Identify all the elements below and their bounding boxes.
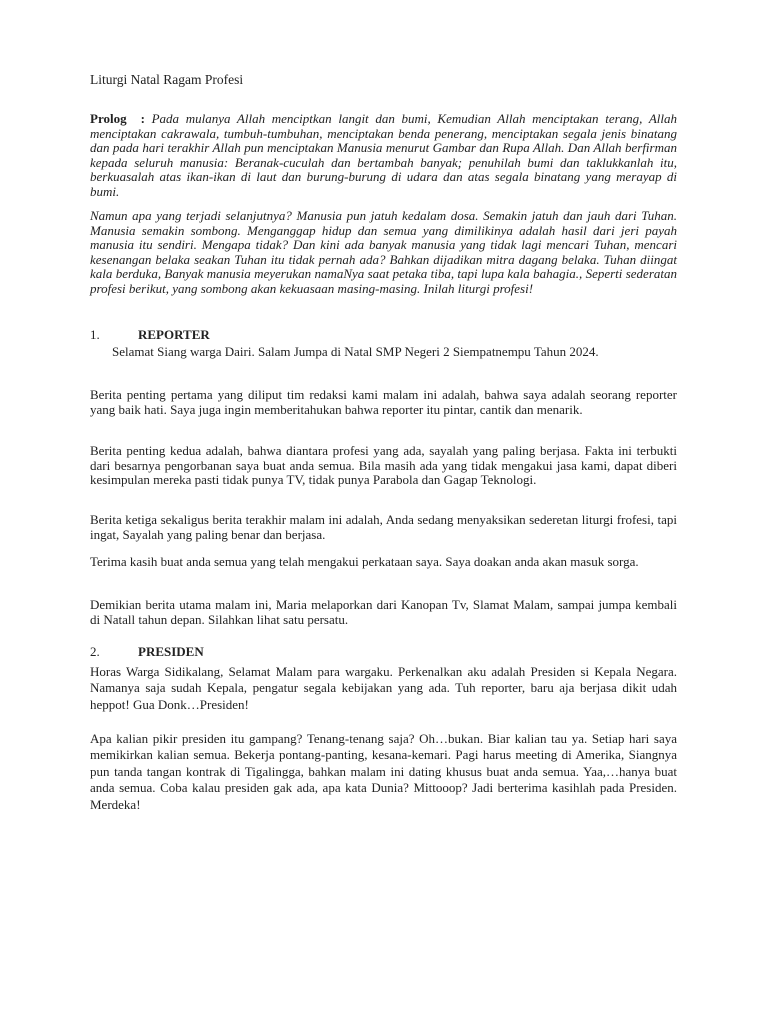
presiden-paragraph-1: Horas Warga Sidikalang, Selamat Malam para wargaku. Perkenalkan aku adalah Presiden si Kepala Negara. Namanya saja sudah Kepala, pengatur segala kebijakan yang ada. Tuh reporter, baru aja berjasa dikit udah heppot! Gua Donk…Presiden! <box>90 664 677 712</box>
prolog-colon: : <box>140 111 145 126</box>
presiden-paragraph-2: Apa kalian pikir presiden itu gampang? Tenang-tenang saja? Oh…bukan. Biar kalian tau ya. Setiap hari saya memikirkan kalian semua. Bekerja pontang-panting, kesana-kemari. Pagi harus meeting di Amerika, Siangnya pun tanda tangan kontrak di Tigalingga, bahkan malam ini dating khusus buat anda semua. Yaa,…hanya buat anda semua. Coba kalau presiden gak ada, apa kata Dunia? Mittooop? Jadi berterima kasihlah pada Presiden. Merdeka! <box>90 731 677 812</box>
reporter-paragraph-2: Berita penting pertama yang diliput tim redaksi kami malam ini adalah, bahwa saya adalah seorang reporter yang baik hati. Saya juga ingin memberitahukan bahwa reporter itu pintar, cantik dan menarik. <box>90 387 677 417</box>
reporter-paragraph-3: Berita penting kedua adalah, bahwa diantara profesi yang ada, sayalah yang paling berjasa. Fakta ini terbukti dari besarnya pengorbanan saya buat anda semua. Bila masih ada yang tidak mengakui jasa kami, dapat diberi kesimpulan mereka pasti tidak punya TV, tidak punya Parabola dan Gagap Teknologi. <box>90 443 677 488</box>
reporter-paragraph-4: Berita ketiga sekaligus berita terakhir malam ini adalah, Anda sedang menyaksikan sederetan liturgi frofesi, tapi ingat, Sayalah yang paling benar dan berjasa. <box>90 512 677 542</box>
section-heading-presiden <box>90 644 204 660</box>
document-title: Liturgi Natal Ragam Profesi <box>90 72 244 87</box>
prolog-paragraph-1 <box>90 112 677 200</box>
prolog-paragraph-2: Namun apa yang terjadi selanjutnya? Manusia pun jatuh kedalam dosa. Semakin jatuh dan jauh dari Tuhan. Manusia semakin sombong. Menganggap hidup dan semua yang dimilikinya adalah hasil dari jeri payah manusia itu sendiri. Mengapa tidak? Dan kini ada banyak manusia yang tidak lagi mencari Tuhan, mencari kesenangan belaka seakan Tuhan itu tidak pernah ada? Bahkan dijadikan mitra dagang belaka. Tuhan diingat kala berduka, Banyak manusia meyerukan namaNya saat petaka tiba, tapi lupa kala bahagia., Seperti sederatan profesi berikut, yang sombong akan kekuasaan masing-masing. Inilah liturgi profesi! <box>90 208 677 296</box>
reporter-paragraph-5: Terima kasih buat anda semua yang telah mengakui perkataan saya. Saya doakan anda akan masuk sorga. <box>90 554 639 569</box>
section-title: REPORTER <box>138 327 210 342</box>
section-number: 1. <box>90 327 100 342</box>
prolog-text-1: Pada mulanya Allah menciptkan langit dan bumi, Kemudian Allah menciptakan terang, Allah menciptakan cakrawala, tumbuh-tumbuhan, menciptakan benda penerang, menciptakan segala jenis binatang dan pada hari terakhir Allah pun menciptakan Manusia menurut Gambar dan Rupa Allah. Dan Allah berfirman kepada seluruh manusia: Beranak-cuculah dan bertambah banyak; penuhilah bumi dan taklukkanlah itu, berkuasalah atas ikan-ikan di laut dan burung-burung di udara dan atas segala binatang yang merayap di bumi. <box>90 111 678 199</box>
section-number: 2. <box>90 644 100 659</box>
prolog-label: Prolog <box>90 111 127 126</box>
reporter-paragraph-6: Demikian berita utama malam ini, Maria melaporkan dari Kanopan Tv, Slamat Malam, sampai jumpa kembali di Natall tahun depan. Silahkan lihat satu persatu. <box>90 597 677 627</box>
section-heading-reporter <box>90 327 210 343</box>
section-title: PRESIDEN <box>138 644 204 659</box>
reporter-paragraph-1: Selamat Siang warga Dairi. Salam Jumpa di Natal SMP Negeri 2 Siempatnempu Tahun 2024. <box>112 344 599 359</box>
